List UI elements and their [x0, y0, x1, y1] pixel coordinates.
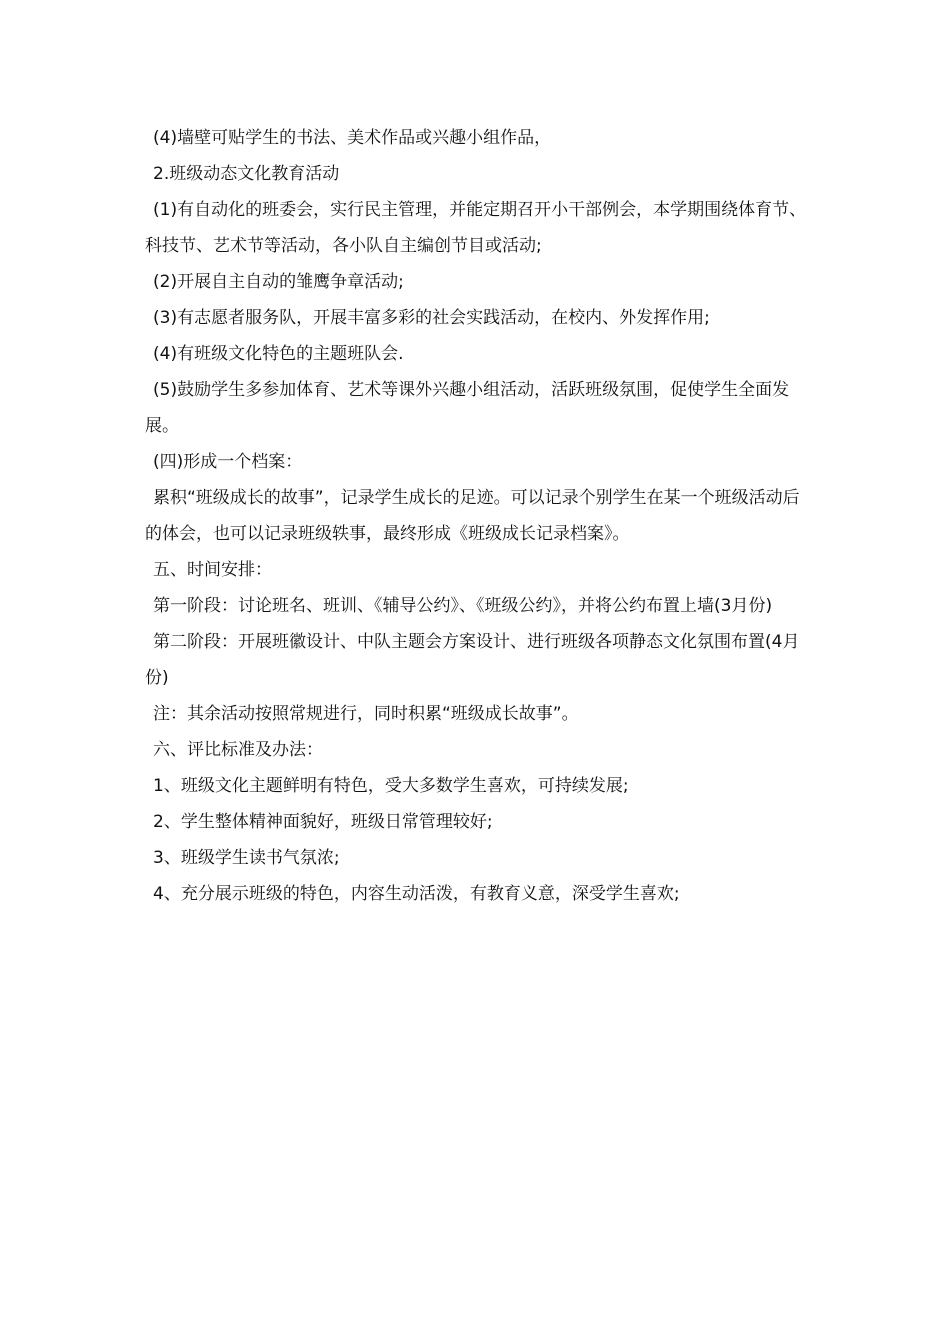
heading-schedule: 五、时间安排： — [153, 560, 272, 580]
criteria-item-2: 2、学生整体精神面貌好，班级日常管理较好; — [153, 812, 493, 832]
paragraph-stage-one: 第一阶段：讨论班名、班训、《辅导公约》、《班级公约》，并将公约布置上墙(3月份) — [153, 596, 773, 616]
paragraph-class-committee: (1)有自动化的班委会，实行民主管理，并能定期召开小干部例会，本学期围绕体育节、科技节、艺术节等活动，各小队自主编创节目或活动; — [145, 200, 807, 256]
paragraph-encourage-activities: (5)鼓励学生多参加体育、艺术等课外兴趣小组活动，活跃班级氛围，促使学生全面发展。 — [145, 380, 790, 436]
paragraph-eagle-badge: (2)开展自主自动的雏鹰争章活动; — [153, 272, 404, 292]
document-body — [145, 120, 810, 912]
criteria-item-1: 1、班级文化主题鲜明有特色，受大多数学生喜欢，可持续发展; — [153, 776, 629, 796]
criteria-item-3: 3、班级学生读书气氛浓; — [153, 848, 340, 868]
paragraph-note: 注：其余活动按照常规进行，同时积累“班级成长故事”。 — [153, 704, 579, 724]
heading-evaluation-criteria: 六、评比标准及办法： — [153, 740, 323, 760]
paragraph-volunteer-team: (3)有志愿者服务队，开展丰富多彩的社会实践活动，在校内、外发挥作用; — [153, 308, 710, 328]
heading-archive: (四)形成一个档案： — [153, 452, 303, 472]
heading-dynamic-culture-activities: 2.班级动态文化教育活动 — [153, 164, 340, 184]
criteria-item-4: 4、充分展示班级的特色，内容生动活泼，有教育义意，深受学生喜欢; — [153, 884, 680, 904]
paragraph-wall-display: (4)墙壁可贴学生的书法、美术作品或兴趣小组作品， — [153, 128, 552, 148]
paragraph-growth-stories: 累积“班级成长的故事”，记录学生成长的足迹。可以记录个别学生在某一个班级活动后的体会，也可以记录班级轶事，最终形成《班级成长记录档案》。 — [145, 488, 800, 544]
paragraph-stage-two: 第二阶段：开展班徽设计、中队主题会方案设计、进行班级各项静态文化氛围布置(4月份) — [145, 632, 800, 688]
paragraph-theme-meeting: (4)有班级文化特色的主题班队会. — [153, 344, 404, 364]
